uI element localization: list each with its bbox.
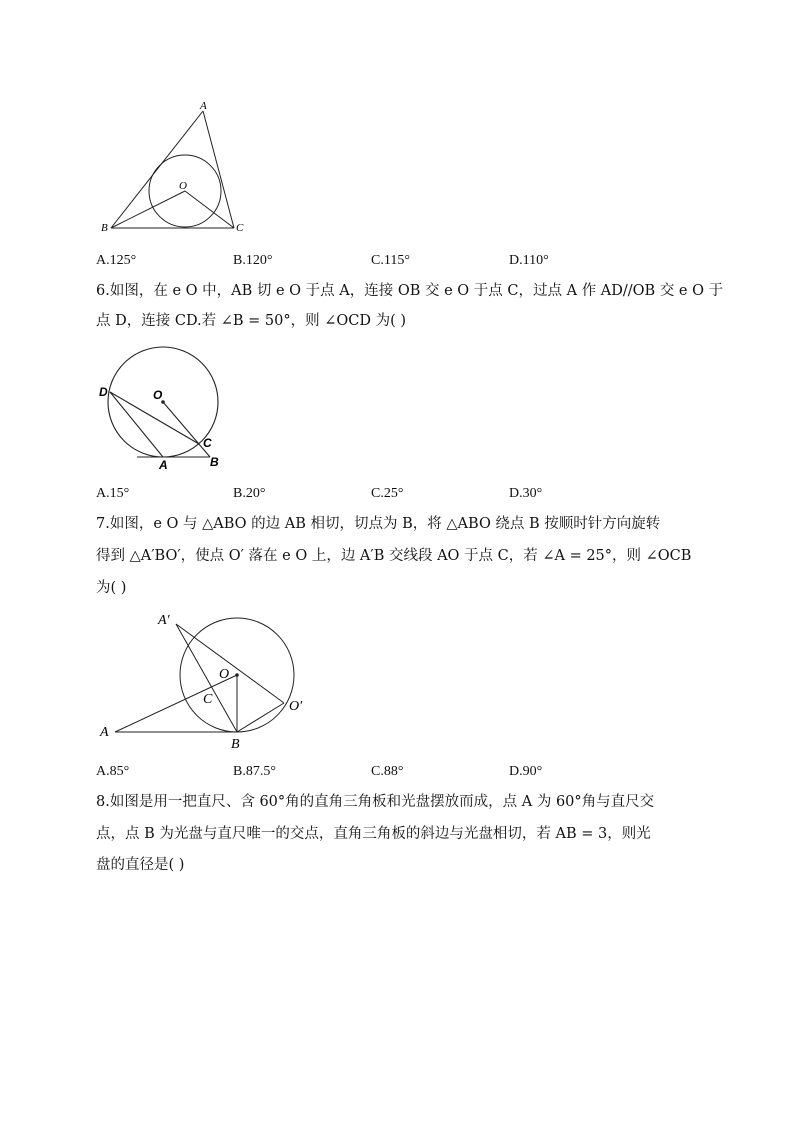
q7-option-a: A.85°	[96, 764, 130, 779]
q7-question-line-3: 为( )	[96, 580, 127, 596]
q8-question-line-2: 点，点 B 为光盘与直尺唯一的交点，直角三角板的斜边与光盘相切，若 AB = 3，则光	[96, 826, 651, 842]
q7-option-d: D.90°	[509, 764, 543, 779]
q7-center-dot	[235, 673, 239, 677]
q5-label-b: B	[101, 222, 108, 234]
q7-side-ao	[115, 675, 237, 732]
q6-label-o: O	[153, 388, 163, 402]
q5-label-a: A	[200, 100, 207, 112]
q7-label-b: B	[231, 737, 240, 752]
q8-question-line-3: 盘的直径是( )	[96, 857, 185, 873]
q6-option-d: D.30°	[509, 486, 543, 501]
q6-label-a: A	[159, 458, 168, 472]
q6-option-b: B.20°	[233, 486, 266, 501]
q7-side-a1o1	[176, 624, 284, 703]
q5-option-d: D.110°	[509, 253, 549, 268]
q7-label-o: O	[219, 667, 230, 682]
q5-option-c: C.115°	[371, 253, 410, 268]
q7-question-line-2: 得到 △A′BO′，使点 O′ 落在 e O 上，边 A′B 交线段 AO 于点 C，若 ∠A = 25°，则 ∠OCB	[96, 548, 692, 564]
q5-option-a: A.125°	[96, 253, 137, 268]
q6-label-b: B	[210, 455, 219, 469]
q6-label-d: D	[99, 385, 108, 399]
q5-label-c: C	[236, 222, 244, 234]
q7-label-o1: O′	[289, 699, 303, 714]
q6-option-a: A.15°	[96, 486, 130, 501]
q6-question-line-2: 点 D，连接 CD.若 ∠B = 50°，则 ∠OCD 为( )	[96, 313, 407, 329]
q6-question-line-1: 6.如图，在 e O 中，AB 切 e O 于点 A，连接 OB 交 e O 于点 C，过点 A 作 AD//OB 交 e O 于	[96, 283, 724, 299]
q7-label-c: C	[203, 692, 213, 707]
q5-option-b: B.120°	[233, 253, 273, 268]
q7-question-line-1: 7.如图，e O 与 △ABO 的边 AB 相切，切点为 B，将 △ABO 绕点 B 按顺时针方向旋转	[96, 516, 661, 532]
q7-option-c: C.88°	[371, 764, 404, 779]
q7-label-a1: A′	[158, 613, 170, 628]
q7-option-b: B.87.5°	[233, 764, 276, 779]
q5-label-o: O	[179, 180, 187, 192]
q7-label-a: A	[100, 725, 109, 740]
q7-side-bo1	[237, 703, 284, 732]
q8-question-line-1: 8.如图是用一把直尺、含 60°角的直角三角板和光盘摆放而成，点 A 为 60°角与直尺交	[96, 794, 655, 810]
q6-label-c: C	[203, 436, 212, 450]
q6-option-c: C.25°	[371, 486, 404, 501]
